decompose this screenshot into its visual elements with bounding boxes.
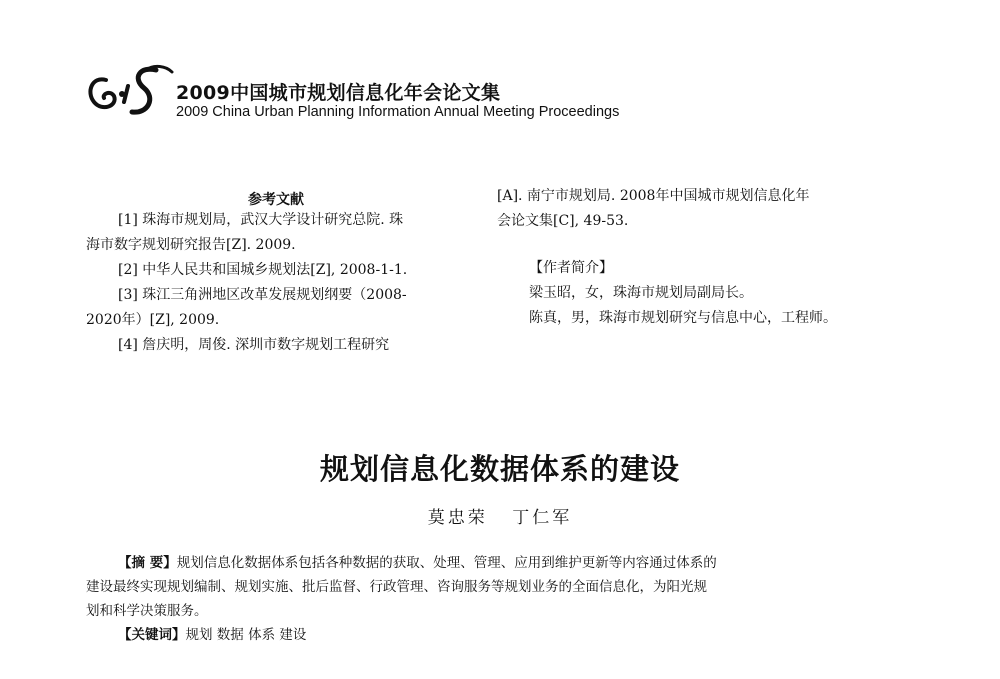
reference-line: [A]. 南宁市规划局. 2008年中国城市规划信息化年 [497,188,810,204]
abstract-line-3: 划和科学决策服务。 [86,603,208,619]
abstract-label: 【摘 要】 [118,555,177,571]
reference-line: 会论文集[C], 49-53. [497,213,629,229]
author-bio-line: 梁玉昭，女，珠海市规划局副局长。 [529,285,753,301]
author-bio-line: 陈真，男，珠海市规划研究与信息中心，工程师。 [529,310,837,326]
keywords-label: 【关键词】 [118,627,186,643]
references-heading: 参考文献 [248,192,304,208]
abstract [86,551,886,647]
keywords-line [86,623,886,647]
proceedings-title-cn: 2009中国城市规划信息化年会论文集 [176,82,501,104]
reference-line: [4] 詹庆明，周俊. 深圳市数字规划工程研究 [118,337,390,353]
article-title: 规划信息化数据体系的建设 [319,452,680,486]
references-left-column [86,208,472,358]
reference-line: [1] 珠海市规划局，武汉大学设计研究总院. 珠 [118,212,404,228]
author-name: 莫忠荣 [427,508,488,528]
reference-line: 2020年）[Z], 2009. [86,312,220,328]
author-name: 丁仁军 [512,508,573,528]
reference-line: 海市数字规划研究报告[Z]. 2009. [86,237,296,253]
gis-logo-icon [84,62,176,124]
author-bio-heading: 【作者简介】 [529,260,613,276]
reference-line: [3] 珠江三角洲地区改革发展规划纲要（2008- [118,287,407,303]
keywords-text: 规划 数据 体系 建设 [185,627,307,643]
proceedings-title-en: 2009 China Urban Planning Information Annual Meeting Proceedings [176,104,620,120]
article-authors [0,503,1000,528]
abstract-text: 规划信息化数据体系包括各种数据的获取、处理、管理、应用到维护更新等内容通过体系的 [176,555,717,571]
reference-line: [2] 中华人民共和国城乡规划法[Z], 2008-1-1. [118,262,408,278]
abstract-line-1 [86,551,886,575]
references-right-column [497,184,897,331]
abstract-line-2: 建设最终实现规划编制、规划实施、批后监督、行政管理、咨询服务等规划业务的全面信息化，为阳光规 [86,579,707,595]
